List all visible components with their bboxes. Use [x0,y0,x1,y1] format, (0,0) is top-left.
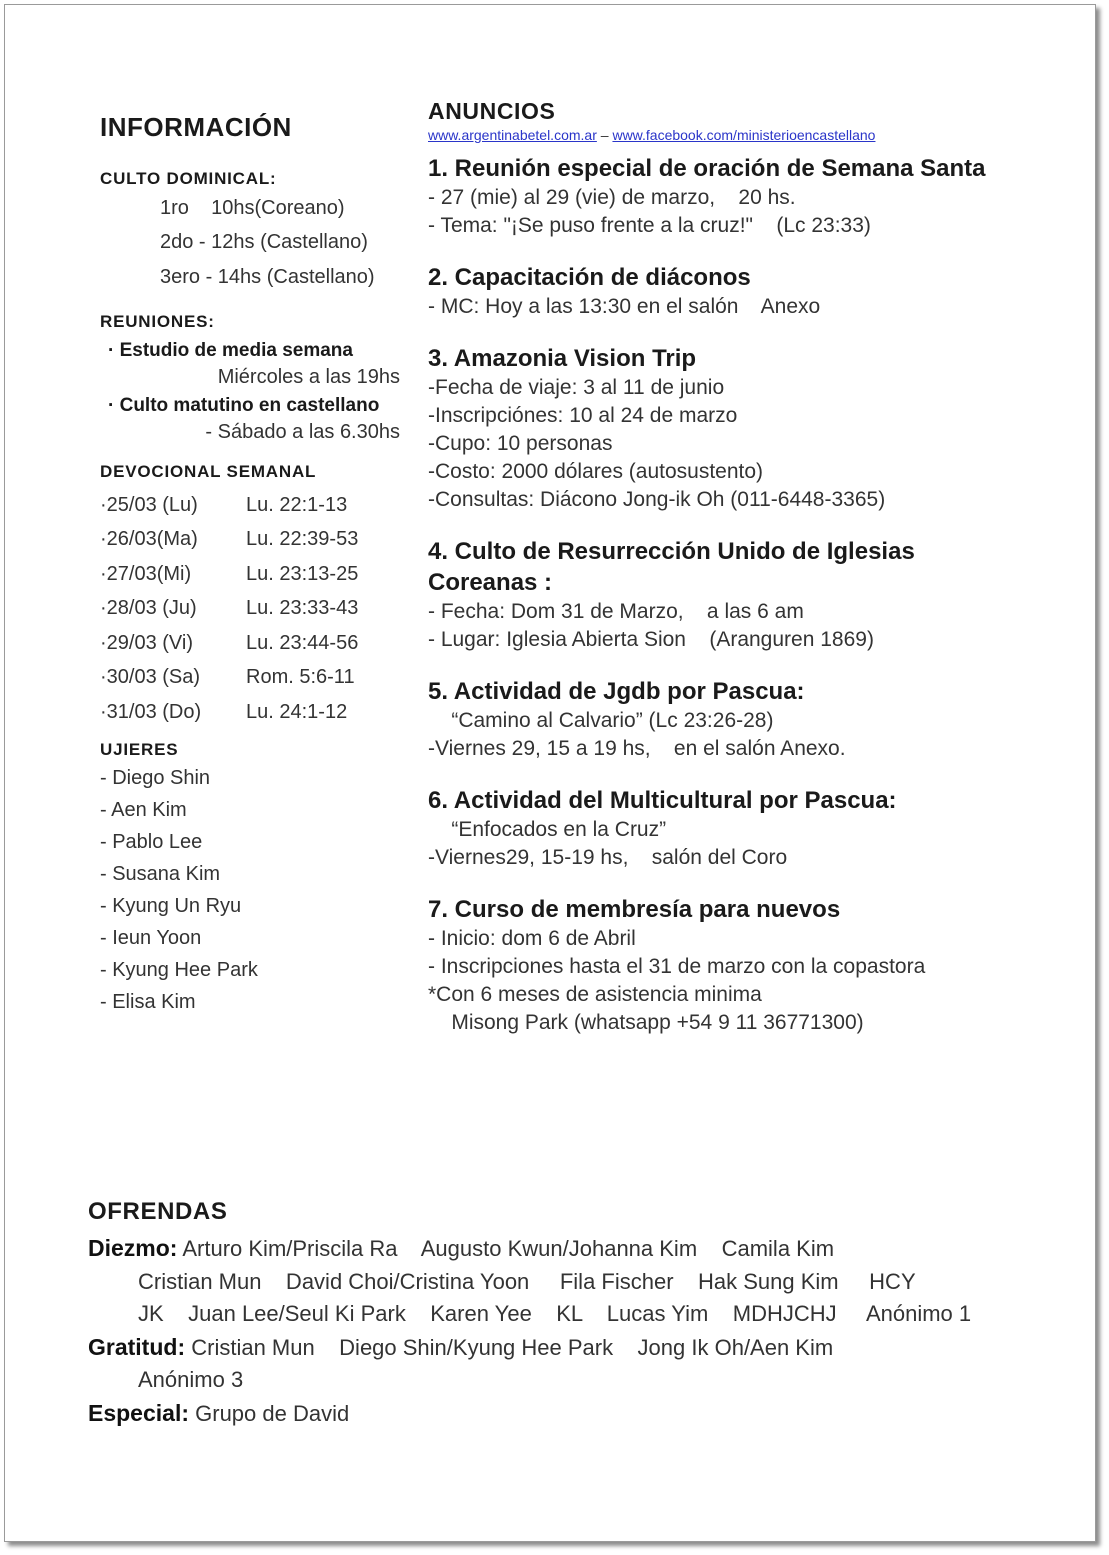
anuncio-line: -Fecha de viaje: 3 al 11 de junio [428,376,725,399]
devocional-ref: Lu. 23:13-25 [246,562,359,585]
devocional-date: ·27/03(Mi) [100,562,192,585]
anuncio-item [428,536,1028,654]
anuncio-line: - MC: Hoy a las 13:30 en el salón Anexo [428,295,821,318]
link-separator: – [596,127,613,143]
ujieres-heading: UJIERES [100,739,179,759]
devocional-date: ·25/03 (Lu) [100,493,198,516]
devocional-row [100,557,410,592]
anuncio-title: 4. Culto de Resurrección Unido de Iglesias Coreanas : [428,538,915,596]
diezmo-names: JK Juan Lee/Seul Ki Park Karen Yee KL Lucas Yim MDHJCHJ Anónimo 1 [138,1301,972,1326]
reuniones-heading: REUNIONES: [100,312,215,331]
devocional-heading: DEVOCIONAL SEMANAL [100,462,317,481]
devocional-ref: Rom. 5:6-11 [246,666,355,689]
diezmo-label: Diezmo: [88,1235,178,1261]
anuncio-line: *Con 6 meses de asistencia minima [428,983,762,1006]
gratitud-line [88,1331,1048,1365]
anuncio-line: - Lugar: Iglesia Abierta Sion (Aranguren 1869) [428,628,874,651]
ujieres-list [100,762,410,1018]
anuncio-line: - Inicio: dom 6 de Abril [428,927,636,950]
anuncio-line: - 27 (mie) al 29 (vie) de marzo, 20 hs. [428,186,796,209]
devocional-row [100,626,410,661]
reunion-detail: - Sábado a las 6.30hs [205,421,400,443]
ofrendas-title: OFRENDAS [88,1198,228,1225]
anuncio-item [428,785,1028,872]
devocional-ref: Lu. 24:1-12 [246,700,348,723]
anuncio-item [428,343,1028,514]
anuncio-title: 1. Reunión especial de oración de Semana Santa [428,155,986,182]
culto-schedule [100,197,410,309]
facebook-link[interactable]: www.facebook.com/ministerioencastellano [612,127,876,143]
gratitud-names: Anónimo 3 [138,1367,244,1392]
anuncio-line: “Camino al Calvario” (Lc 23:26-28) [428,709,774,732]
culto-line-3: 3ero - 14hs (Castellano) [160,266,375,288]
anuncio-item [428,262,1028,321]
anuncio-item [428,894,1028,1037]
anuncio-line: “Enfocados en la Cruz” [428,818,667,841]
devocional-row [100,695,410,730]
diezmo-names: Cristian Mun David Choi/Cristina Yoon Fila Fischer Hak Sung Kim HCY [138,1268,916,1294]
devocional-row [100,661,410,696]
anuncio-line: -Consultas: Diácono Jong-ik Oh (011-6448-3365) [428,488,886,511]
devocional-list [100,488,410,730]
ujier-name: - Aen Kim [100,798,187,821]
devocional-ref: Lu. 22:39-53 [246,528,359,551]
especial-names: Grupo de David [195,1400,350,1426]
devocional-date: ·29/03 (Vi) [100,631,194,654]
reunion-detail: Miércoles a las 19hs [217,366,400,388]
ujier-name: - Susana Kim [100,862,221,885]
anuncios-title: ANUNCIOS [428,98,556,124]
anuncio-line: -Viernes 29, 15 a 19 hs, en el salón Anexo. [428,737,846,760]
gratitud-names: Cristian Mun Diego Shin/Kyung Hee Park Jong Ik Oh/Aen Kim [191,1334,834,1360]
anuncio-line: Misong Park (whatsapp +54 9 11 36771300) [428,1011,864,1034]
devocional-date: ·30/03 (Sa) [100,666,201,689]
ujier-name: - Diego Shin [100,766,211,789]
anuncio-line: -Cupo: 10 personas [428,432,613,455]
anuncio-item [428,676,1028,763]
devocional-row [100,592,410,627]
devocional-row [100,488,410,523]
reunion-title: · Estudio de media semana [108,340,353,361]
anuncio-line: -Viernes29, 15-19 hs, salón del Coro [428,846,788,869]
devocional-date: ·31/03 (Do) [100,700,202,723]
info-title: INFORMACIÓN [100,112,292,142]
devocional-date: ·28/03 (Ju) [100,597,197,620]
anuncio-line: -Inscripciónes: 10 al 24 de marzo [428,404,738,427]
culto-line-1: 1ro 10hs(Coreano) [160,197,345,219]
anuncio-line: - Tema: "¡Se puso frente a la cruz!" (Lc 23:33) [428,214,871,237]
ofrendas-section [88,1198,1048,1430]
culto-heading: CULTO DOMINICAL: [100,169,277,188]
anuncio-title: 5. Actividad de Jgdb por Pascua: [428,678,805,705]
especial-line [88,1397,1048,1431]
devocional-ref: Lu. 22:1-13 [246,493,348,516]
website-link[interactable]: www.argentinabetel.com.ar [428,127,597,143]
especial-label: Especial: [88,1399,189,1426]
anuncio-title: 7. Curso de membresía para nuevos [428,896,841,923]
anuncios-column [428,98,1028,1037]
anuncio-line: - Inscripciones hasta el 31 de marzo con la copastora [428,955,926,978]
diezmo-line [88,1232,1048,1266]
anuncio-item [428,153,1028,240]
gratitud-label: Gratitud: [88,1333,186,1360]
reunion-title: · Culto matutino en castellano [108,395,380,416]
devocional-row [100,523,410,558]
ujier-name: - Elisa Kim [100,990,196,1013]
info-column [100,112,410,1018]
devocional-date: ·26/03(Ma) [100,528,198,551]
devocional-ref: Lu. 23:44-56 [246,631,359,654]
culto-line-2: 2do - 12hs (Castellano) [160,231,368,253]
anuncio-line: - Fecha: Dom 31 de Marzo, a las 6 am [428,600,804,623]
anuncio-title: 6. Actividad del Multicultural por Pascua: [428,787,897,814]
anuncio-line: -Costo: 2000 dólares (autosustento) [428,460,764,483]
devocional-ref: Lu. 23:33-43 [246,597,359,620]
anuncio-title: 3. Amazonia Vision Trip [428,345,697,372]
diezmo-names: Arturo Kim/Priscila Ra Augusto Kwun/Johanna Kim Camila Kim [182,1236,835,1261]
ujier-name: - Kyung Hee Park [100,958,258,981]
reuniones-list [100,340,400,444]
anuncio-title: 2. Capacitación de diáconos [428,264,751,291]
links-line [428,127,1028,143]
ujier-name: - Ieun Yoon [100,926,202,949]
ujier-name: - Kyung Un Ryu [100,894,242,917]
ujier-name: - Pablo Lee [100,830,203,853]
